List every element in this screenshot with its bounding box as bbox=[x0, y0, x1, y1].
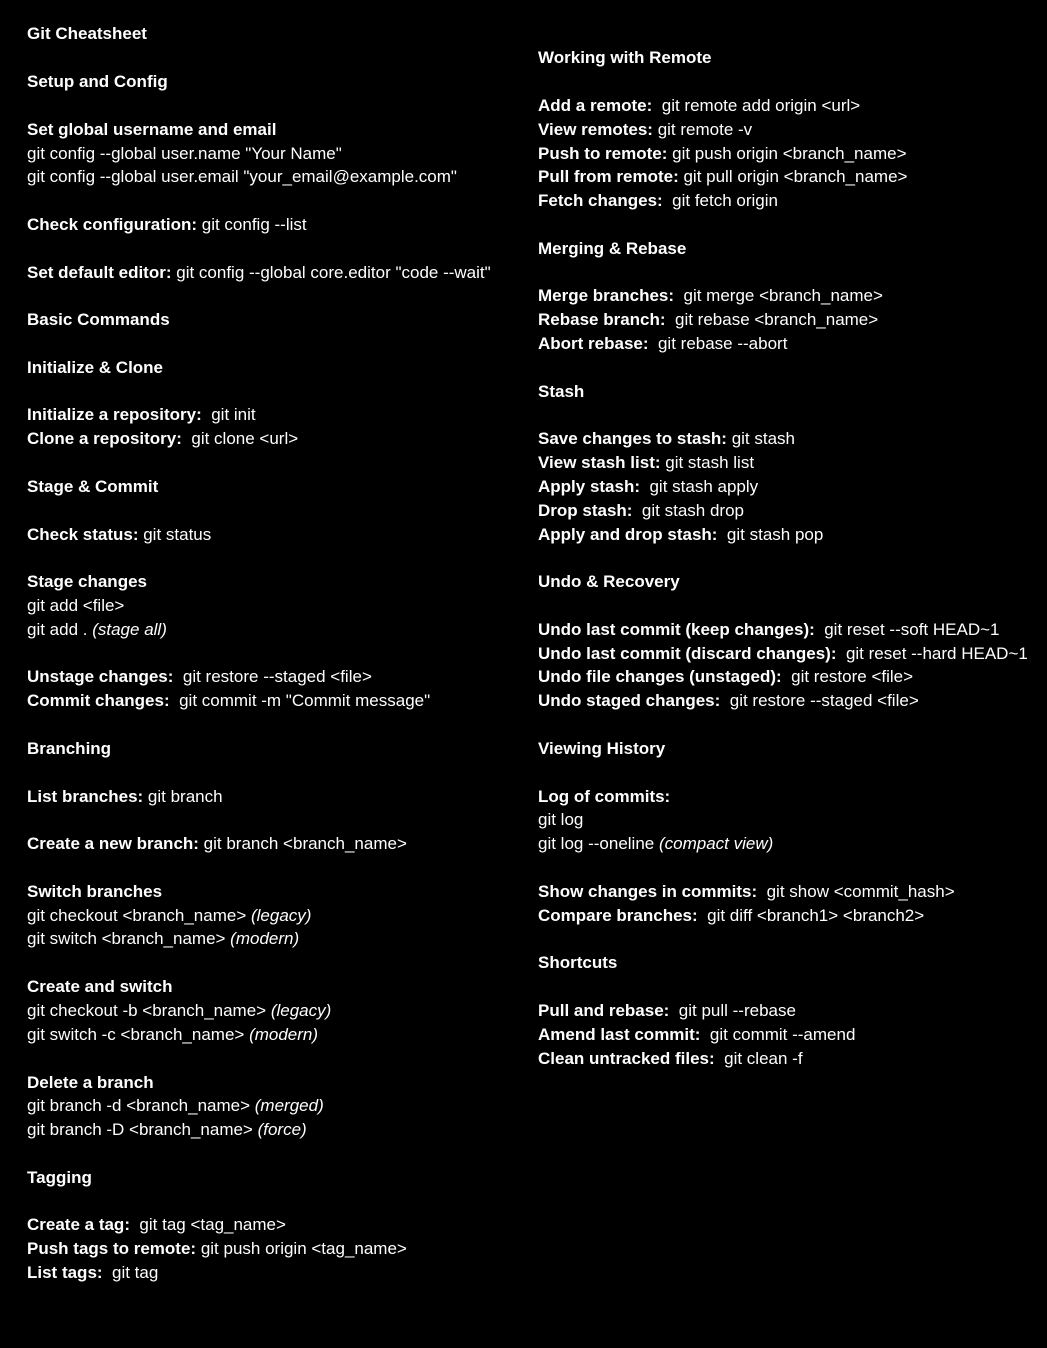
entry-label: Pull and rebase: bbox=[538, 1001, 670, 1020]
entry-label: Add a remote: bbox=[538, 96, 653, 115]
command-note: (legacy) bbox=[270, 1001, 332, 1020]
command-text: git switch <branch_name> bbox=[27, 929, 231, 948]
command-text: git clone <url> bbox=[181, 429, 299, 448]
entry-label: Abort rebase: bbox=[538, 334, 649, 353]
entry-label: Delete a branch bbox=[27, 1073, 154, 1092]
entry-row bbox=[538, 1023, 855, 1047]
entry-label: Initialize a repository: bbox=[27, 405, 202, 424]
command-text: git merge <branch_name> bbox=[674, 286, 883, 305]
entry-label: Commit changes: bbox=[27, 691, 170, 710]
entry-label: Check configuration: bbox=[27, 215, 198, 234]
entry-row bbox=[538, 308, 878, 332]
section-heading-init-clone: Initialize & Clone bbox=[27, 358, 164, 377]
entry-label: Push to remote: bbox=[538, 144, 668, 163]
entry-row bbox=[27, 832, 407, 856]
command-text: git remote add origin <url> bbox=[652, 96, 861, 115]
section-heading-tagging: Tagging bbox=[27, 1168, 92, 1187]
entry-row bbox=[27, 523, 211, 547]
entry-row bbox=[27, 1023, 318, 1047]
command-note: (legacy) bbox=[250, 906, 312, 925]
entry-row bbox=[538, 189, 778, 213]
entry-row bbox=[538, 94, 860, 118]
command-text: git init bbox=[201, 405, 256, 424]
entry-row bbox=[538, 523, 823, 547]
command-note: (merged) bbox=[254, 1096, 324, 1115]
command-text: git status bbox=[138, 525, 212, 544]
entry-label: Compare branches: bbox=[538, 906, 698, 925]
section-heading-remote: Working with Remote bbox=[538, 48, 712, 67]
command-text: git stash drop bbox=[632, 501, 744, 520]
entry-label: Create a tag: bbox=[27, 1215, 130, 1234]
entry-row bbox=[538, 475, 758, 499]
command-text: git pull origin <branch_name> bbox=[678, 167, 908, 186]
section-heading-basic: Basic Commands bbox=[27, 310, 170, 329]
entry-row bbox=[538, 642, 1028, 666]
entry-label: Set global username and email bbox=[27, 120, 277, 139]
command-text: git restore --staged <file> bbox=[720, 691, 919, 710]
entry-label: Apply and drop stash: bbox=[538, 525, 718, 544]
entry-label: Undo last commit (keep changes): bbox=[538, 620, 815, 639]
entry-label: Create a new branch: bbox=[27, 834, 199, 853]
command-text: git branch -d <branch_name> bbox=[27, 1096, 255, 1115]
entry-row bbox=[27, 1094, 324, 1118]
command-text: git config --global core.editor "code --wait" bbox=[171, 263, 491, 282]
command-note: (compact view) bbox=[658, 834, 774, 853]
command-text: git restore <file> bbox=[781, 667, 914, 686]
entry-row bbox=[538, 665, 913, 689]
command-text: git tag bbox=[102, 1263, 159, 1282]
entry-label: Clean untracked files: bbox=[538, 1049, 715, 1068]
entry-row bbox=[538, 332, 787, 356]
entry-row bbox=[27, 904, 311, 928]
command-text: git clean -f bbox=[714, 1049, 803, 1068]
entry-row bbox=[27, 689, 430, 713]
section-heading-merge: Merging & Rebase bbox=[538, 239, 687, 258]
entry-label: List branches: bbox=[27, 787, 144, 806]
section-heading-shortcuts: Shortcuts bbox=[538, 953, 618, 972]
entry-label: Undo last commit (discard changes): bbox=[538, 644, 837, 663]
entry-row bbox=[538, 118, 752, 142]
command-text: git stash pop bbox=[717, 525, 824, 544]
entry-row bbox=[27, 999, 331, 1023]
command-text: git log --oneline bbox=[538, 834, 659, 853]
command-text: git branch <branch_name> bbox=[198, 834, 407, 853]
command-text: git checkout <branch_name> bbox=[27, 906, 251, 925]
command-text: git switch -c <branch_name> bbox=[27, 1025, 250, 1044]
entry-label: Clone a repository: bbox=[27, 429, 182, 448]
command-text: git config --global user.name "Your Name" bbox=[27, 144, 342, 163]
entry-row bbox=[538, 832, 773, 856]
entry-row bbox=[27, 213, 307, 237]
command-text: git config --global user.email "your_email@example.com" bbox=[27, 167, 457, 186]
command-text: git diff <branch1> <branch2> bbox=[697, 906, 925, 925]
entry-row bbox=[538, 1047, 803, 1071]
command-text: git remote -v bbox=[652, 120, 753, 139]
entry-label: List tags: bbox=[27, 1263, 103, 1282]
entry-label: Check status: bbox=[27, 525, 139, 544]
command-note: (modern) bbox=[249, 1025, 319, 1044]
command-text: git rebase --abort bbox=[648, 334, 788, 353]
entry-label: Unstage changes: bbox=[27, 667, 174, 686]
command-text: git pull --rebase bbox=[669, 1001, 796, 1020]
command-text: git show <commit_hash> bbox=[757, 882, 955, 901]
entry-row bbox=[538, 999, 796, 1023]
command-text: git add <file> bbox=[27, 596, 125, 615]
command-text: git log bbox=[538, 810, 584, 829]
command-text: git rebase <branch_name> bbox=[665, 310, 879, 329]
entry-label: Pull from remote: bbox=[538, 167, 679, 186]
entry-row bbox=[538, 689, 919, 713]
section-heading-branching: Branching bbox=[27, 739, 112, 758]
entry-row bbox=[538, 284, 883, 308]
entry-row bbox=[27, 665, 372, 689]
entry-row bbox=[27, 618, 167, 642]
entry-row bbox=[27, 1213, 286, 1237]
command-text: git commit --amend bbox=[700, 1025, 856, 1044]
command-note: (force) bbox=[257, 1120, 307, 1139]
entry-label: Switch branches bbox=[27, 882, 163, 901]
section-heading-history: Viewing History bbox=[538, 739, 666, 758]
entry-label: Apply stash: bbox=[538, 477, 641, 496]
entry-row bbox=[538, 142, 907, 166]
entry-row bbox=[538, 499, 744, 523]
command-text: git branch bbox=[143, 787, 223, 806]
entry-row bbox=[538, 451, 754, 475]
command-text: git reset --soft HEAD~1 bbox=[814, 620, 1000, 639]
section-heading-setup: Setup and Config bbox=[27, 72, 168, 91]
command-text: git checkout -b <branch_name> bbox=[27, 1001, 271, 1020]
entry-label: View stash list: bbox=[538, 453, 661, 472]
section-heading-stage-commit: Stage & Commit bbox=[27, 477, 159, 496]
command-text: git stash apply bbox=[640, 477, 759, 496]
command-note: (modern) bbox=[230, 929, 300, 948]
entry-row bbox=[27, 427, 298, 451]
entry-row bbox=[538, 880, 955, 904]
entry-row bbox=[27, 1261, 158, 1285]
entry-label: Push tags to remote: bbox=[27, 1239, 197, 1258]
entry-label: Show changes in commits: bbox=[538, 882, 758, 901]
command-text: git restore --staged <file> bbox=[173, 667, 372, 686]
command-text: git reset --hard HEAD~1 bbox=[836, 644, 1028, 663]
command-text: git add . bbox=[27, 620, 93, 639]
command-note: (stage all) bbox=[92, 620, 167, 639]
entry-row bbox=[27, 261, 491, 285]
entry-label: Create and switch bbox=[27, 977, 173, 996]
command-text: git push origin <branch_name> bbox=[667, 144, 907, 163]
command-text: git stash list bbox=[660, 453, 755, 472]
entry-label: Set default editor: bbox=[27, 263, 172, 282]
command-text: git branch -D <branch_name> bbox=[27, 1120, 258, 1139]
command-text: git commit -m "Commit message" bbox=[169, 691, 431, 710]
entry-label: Save changes to stash: bbox=[538, 429, 727, 448]
command-text: git fetch origin bbox=[662, 191, 778, 210]
command-text: git stash bbox=[726, 429, 796, 448]
entry-row bbox=[27, 927, 299, 951]
entry-label: Stage changes bbox=[27, 572, 147, 591]
section-heading-stash: Stash bbox=[538, 382, 585, 401]
entry-label: Undo staged changes: bbox=[538, 691, 721, 710]
command-text: git config --list bbox=[197, 215, 307, 234]
entry-row bbox=[27, 403, 256, 427]
entry-label: Merge branches: bbox=[538, 286, 675, 305]
entry-label: Fetch changes: bbox=[538, 191, 663, 210]
entry-row bbox=[27, 1118, 307, 1142]
entry-row bbox=[27, 785, 223, 809]
entry-label: Undo file changes (unstaged): bbox=[538, 667, 782, 686]
entry-row bbox=[538, 427, 795, 451]
entry-row bbox=[27, 1237, 407, 1261]
entry-label: View remotes: bbox=[538, 120, 653, 139]
entry-label: Drop stash: bbox=[538, 501, 633, 520]
entry-row bbox=[538, 618, 999, 642]
entry-label: Log of commits: bbox=[538, 787, 671, 806]
entry-row bbox=[538, 165, 907, 189]
command-text: git push origin <tag_name> bbox=[196, 1239, 407, 1258]
page-title: Git Cheatsheet bbox=[27, 24, 147, 43]
entry-row bbox=[538, 904, 924, 928]
section-heading-undo: Undo & Recovery bbox=[538, 572, 680, 591]
entry-label: Amend last commit: bbox=[538, 1025, 701, 1044]
entry-label: Rebase branch: bbox=[538, 310, 666, 329]
command-text: git tag <tag_name> bbox=[129, 1215, 286, 1234]
